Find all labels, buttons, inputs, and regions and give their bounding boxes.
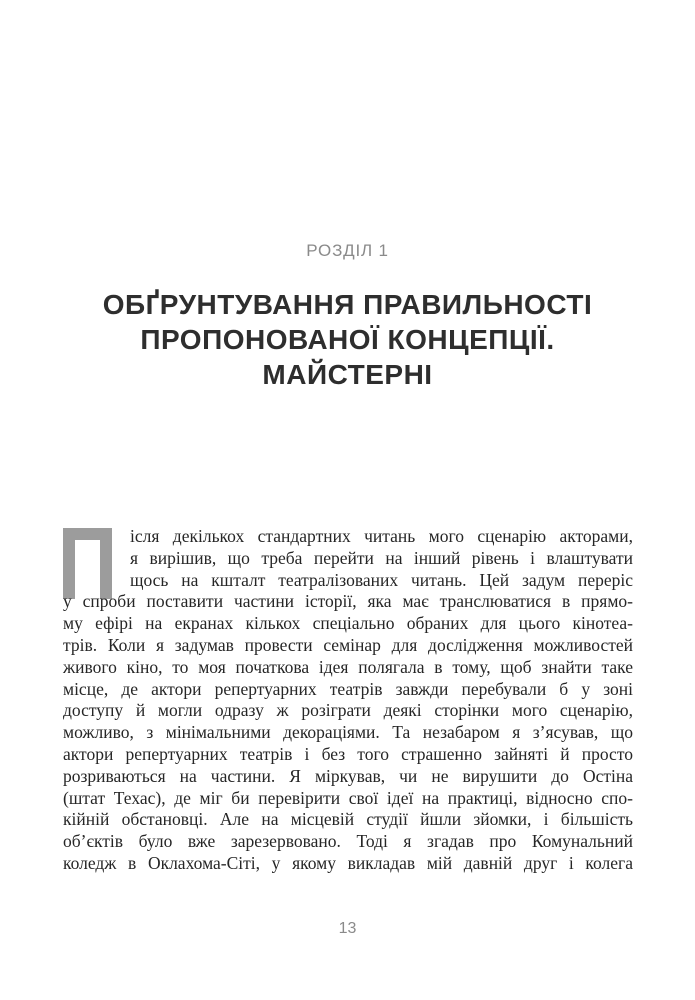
body-line: кійній обстановці. Але на місцевій студії йшли зйомки, і більшість xyxy=(63,809,633,830)
chapter-title xyxy=(0,287,695,392)
body-line: у спроби поставити частини історії, яка має транслюватися в прямо- xyxy=(63,591,633,612)
chapter-title-line: ПРОПОНОВАНОЇ КОНЦЕПЦІЇ. xyxy=(140,324,555,355)
body-line: (штат Техас), де міг би перевірити свої ідеї на практиці, відносно спо- xyxy=(63,787,633,808)
drop-cap-glyph xyxy=(63,528,112,599)
body-line: можливо, з мінімальними декораціями. Та незабаром я з’ясував, що xyxy=(63,722,633,743)
body-line: щось на кшталт театралізованих читань. Цей задум переріс xyxy=(130,569,633,590)
body-line: трів. Коли я задумав провести семінар для дослідження можливостей xyxy=(63,634,633,655)
drop-cap xyxy=(63,526,112,591)
body-line: му ефірі на екранах кількох спеціально обраних для цього кінотеа- xyxy=(63,613,633,634)
body-line: місце, де актори репертуарних театрів завжди перебували б у зоні xyxy=(63,678,633,699)
body-line: коледж в Оклахома-Сіті, у якому викладав мій давній друг і колега xyxy=(63,852,633,873)
body-text xyxy=(63,526,633,875)
chapter-title-line: ОБҐРУНТУВАННЯ ПРАВИЛЬНОСТІ xyxy=(102,289,593,320)
body-line: розриваються на частини. Я міркував, чи не вирушити до Остіна xyxy=(63,765,633,786)
body-line: живого кіно, то моя початкова ідея полягала в тому, щоб знайти таке xyxy=(63,656,633,677)
body-line: я вирішив, що треба перейти на інший рівень і влаштувати xyxy=(130,547,633,568)
chapter-label: РОЗДІЛ 1 xyxy=(306,241,389,260)
chapter-title-line: МАЙСТЕРНІ xyxy=(262,359,433,390)
page-number: 13 xyxy=(338,920,357,937)
body-line: доступу й могли одразу ж розіграти деякі сторінки мого сценарію, xyxy=(63,700,633,721)
body-line: ісля декількох стандартних читань мого сценарію акторами, xyxy=(130,526,633,546)
body-line: актори репертуарних театрів і без того страшенно зайняті й просто xyxy=(63,743,633,764)
drop-cap-letter xyxy=(63,526,64,527)
body-line: об’єктів було вже зарезервовано. Тоді я згадав про Комунальний xyxy=(63,831,633,852)
